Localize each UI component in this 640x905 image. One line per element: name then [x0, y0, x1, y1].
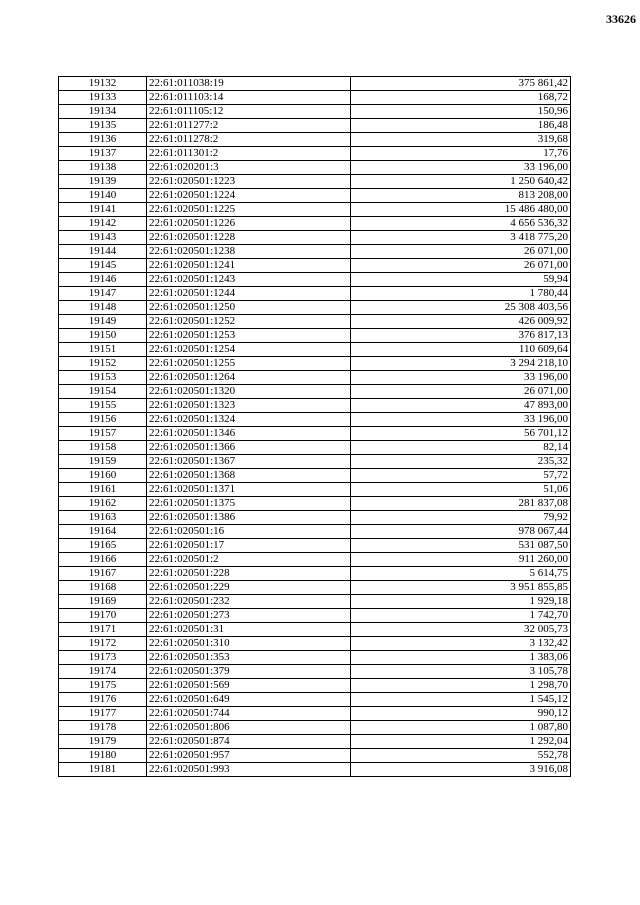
cadastral-value-cell: 110 609,64: [351, 343, 571, 357]
row-number-cell: 19176: [59, 693, 147, 707]
cadastral-number-cell: 22:61:020501:1228: [147, 231, 351, 245]
table-row: [59, 287, 571, 301]
row-number-cell: 19166: [59, 553, 147, 567]
table-row: [59, 315, 571, 329]
row-number-cell: 19160: [59, 469, 147, 483]
cadastral-value-cell: 1 545,12: [351, 693, 571, 707]
cadastral-value-cell: 911 260,00: [351, 553, 571, 567]
cadastral-value-cell: 1 383,06: [351, 651, 571, 665]
cadastral-value-cell: 376 817,13: [351, 329, 571, 343]
row-number-cell: 19171: [59, 623, 147, 637]
cadastral-value-cell: 1 929,18: [351, 595, 571, 609]
cadastral-value-cell: 47 893,00: [351, 399, 571, 413]
table-row: [59, 623, 571, 637]
cadastral-number-cell: 22:61:020501:1223: [147, 175, 351, 189]
table-row: [59, 735, 571, 749]
cadastral-value-cell: 1 250 640,42: [351, 175, 571, 189]
cadastral-value-cell: 33 196,00: [351, 161, 571, 175]
cadastral-number-cell: 22:61:020201:3: [147, 161, 351, 175]
row-number-cell: 19180: [59, 749, 147, 763]
table-row: [59, 259, 571, 273]
row-number-cell: 19174: [59, 665, 147, 679]
table-row: [59, 749, 571, 763]
cadastral-number-cell: 22:61:020501:1254: [147, 343, 351, 357]
row-number-cell: 19169: [59, 595, 147, 609]
table-row: [59, 581, 571, 595]
row-number-cell: 19163: [59, 511, 147, 525]
cadastral-value-cell: 26 071,00: [351, 245, 571, 259]
table-row: [59, 273, 571, 287]
cadastral-number-cell: 22:61:020501:569: [147, 679, 351, 693]
cadastral-number-cell: 22:61:020501:232: [147, 595, 351, 609]
row-number-cell: 19153: [59, 371, 147, 385]
cadastral-value-cell: 4 656 536,32: [351, 217, 571, 231]
cadastral-number-cell: 22:61:020501:993: [147, 763, 351, 777]
cadastral-value-cell: 1 780,44: [351, 287, 571, 301]
cadastral-number-cell: 22:61:011038:19: [147, 77, 351, 91]
table-row: [59, 693, 571, 707]
row-number-cell: 19149: [59, 315, 147, 329]
table-row: [59, 567, 571, 581]
cadastral-number-cell: 22:61:020501:744: [147, 707, 351, 721]
cadastral-number-cell: 22:61:020501:1371: [147, 483, 351, 497]
cadastral-value-cell: 186,48: [351, 119, 571, 133]
cadastral-number-cell: 22:61:020501:1320: [147, 385, 351, 399]
cadastral-number-cell: 22:61:011103:14: [147, 91, 351, 105]
row-number-cell: 19138: [59, 161, 147, 175]
cadastral-number-cell: 22:61:020501:1375: [147, 497, 351, 511]
row-number-cell: 19164: [59, 525, 147, 539]
row-number-cell: 19181: [59, 763, 147, 777]
table-row: [59, 105, 571, 119]
cadastral-number-cell: 22:61:020501:1252: [147, 315, 351, 329]
cadastral-value-cell: 426 009,92: [351, 315, 571, 329]
cadastral-number-cell: 22:61:020501:1238: [147, 245, 351, 259]
row-number-cell: 19145: [59, 259, 147, 273]
cadastral-number-cell: 22:61:020501:1225: [147, 203, 351, 217]
row-number-cell: 19143: [59, 231, 147, 245]
cadastral-number-cell: 22:61:020501:1226: [147, 217, 351, 231]
row-number-cell: 19141: [59, 203, 147, 217]
table-row: [59, 357, 571, 371]
row-number-cell: 19132: [59, 77, 147, 91]
cadastral-value-cell: 3 951 855,85: [351, 581, 571, 595]
table-row: [59, 399, 571, 413]
table-row: [59, 679, 571, 693]
table-row: [59, 147, 571, 161]
table-row: [59, 203, 571, 217]
cadastral-number-cell: 22:61:020501:379: [147, 665, 351, 679]
row-number-cell: 19146: [59, 273, 147, 287]
row-number-cell: 19179: [59, 735, 147, 749]
cadastral-value-cell: 281 837,08: [351, 497, 571, 511]
cadastral-value-cell: 375 861,42: [351, 77, 571, 91]
table-row: [59, 231, 571, 245]
row-number-cell: 19136: [59, 133, 147, 147]
cadastral-number-cell: 22:61:020501:228: [147, 567, 351, 581]
cadastral-number-cell: 22:61:020501:1255: [147, 357, 351, 371]
row-number-cell: 19165: [59, 539, 147, 553]
table-row: [59, 469, 571, 483]
row-number-cell: 19159: [59, 455, 147, 469]
row-number-cell: 19167: [59, 567, 147, 581]
table-row: [59, 763, 571, 777]
row-number-cell: 19140: [59, 189, 147, 203]
cadastral-value-cell: 168,72: [351, 91, 571, 105]
cadastral-number-cell: 22:61:020501:874: [147, 735, 351, 749]
cadastral-value-cell: 1 298,70: [351, 679, 571, 693]
cadastral-number-cell: 22:61:020501:1244: [147, 287, 351, 301]
cadastral-value-cell: 57,72: [351, 469, 571, 483]
table-row: [59, 91, 571, 105]
table-row: [59, 161, 571, 175]
cadastral-value-cell: 56 701,12: [351, 427, 571, 441]
cadastral-number-cell: 22:61:020501:273: [147, 609, 351, 623]
cadastral-number-cell: 22:61:020501:1241: [147, 259, 351, 273]
row-number-cell: 19177: [59, 707, 147, 721]
cadastral-value-cell: 1 292,04: [351, 735, 571, 749]
table-row: [59, 511, 571, 525]
row-number-cell: 19144: [59, 245, 147, 259]
cadastral-value-cell: 813 208,00: [351, 189, 571, 203]
table-row: [59, 483, 571, 497]
row-number-cell: 19151: [59, 343, 147, 357]
table-row: [59, 707, 571, 721]
row-number-cell: 19139: [59, 175, 147, 189]
row-number-cell: 19148: [59, 301, 147, 315]
cadastral-number-cell: 22:61:020501:17: [147, 539, 351, 553]
cadastral-number-cell: 22:61:011277:2: [147, 119, 351, 133]
table-row: [59, 133, 571, 147]
row-number-cell: 19168: [59, 581, 147, 595]
cadastral-value-cell: 3 294 218,10: [351, 357, 571, 371]
cadastral-number-cell: 22:61:020501:353: [147, 651, 351, 665]
row-number-cell: 19155: [59, 399, 147, 413]
table-row: [59, 413, 571, 427]
page-number: 33626: [606, 12, 636, 26]
row-number-cell: 19162: [59, 497, 147, 511]
table-row: [59, 343, 571, 357]
row-number-cell: 19152: [59, 357, 147, 371]
row-number-cell: 19154: [59, 385, 147, 399]
row-number-cell: 19175: [59, 679, 147, 693]
cadastral-number-cell: 22:61:020501:1224: [147, 189, 351, 203]
cadastral-value-cell: 59,94: [351, 273, 571, 287]
table-row: [59, 525, 571, 539]
cadastral-number-cell: 22:61:020501:806: [147, 721, 351, 735]
cadastral-value-cell: 33 196,00: [351, 413, 571, 427]
row-number-cell: 19137: [59, 147, 147, 161]
table-row: [59, 539, 571, 553]
cadastral-value-cell: 25 308 403,56: [351, 301, 571, 315]
row-number-cell: 19161: [59, 483, 147, 497]
cadastral-value-cell: 3 132,42: [351, 637, 571, 651]
cadastral-number-cell: 22:61:020501:1368: [147, 469, 351, 483]
cadastral-number-cell: 22:61:020501:1366: [147, 441, 351, 455]
row-number-cell: 19134: [59, 105, 147, 119]
table-row: [59, 385, 571, 399]
table-row: [59, 77, 571, 91]
cadastral-number-cell: 22:61:020501:1323: [147, 399, 351, 413]
table-row: [59, 329, 571, 343]
table-row: [59, 217, 571, 231]
cadastral-number-cell: 22:61:020501:1264: [147, 371, 351, 385]
cadastral-value-cell: 79,92: [351, 511, 571, 525]
table-row: [59, 609, 571, 623]
table-row: [59, 637, 571, 651]
table-row: [59, 301, 571, 315]
cadastral-number-cell: 22:61:020501:1253: [147, 329, 351, 343]
cadastral-value-cell: 150,96: [351, 105, 571, 119]
table-row: [59, 595, 571, 609]
cadastral-number-cell: 22:61:011301:2: [147, 147, 351, 161]
row-number-cell: 19142: [59, 217, 147, 231]
row-number-cell: 19178: [59, 721, 147, 735]
cadastral-number-cell: 22:61:020501:649: [147, 693, 351, 707]
row-number-cell: 19135: [59, 119, 147, 133]
cadastral-value-cell: 3 105,78: [351, 665, 571, 679]
cadastral-number-cell: 22:61:020501:31: [147, 623, 351, 637]
table-row: [59, 371, 571, 385]
table-row: [59, 497, 571, 511]
cadastral-value-cell: 26 071,00: [351, 385, 571, 399]
row-number-cell: 19173: [59, 651, 147, 665]
cadastral-value-cell: 5 614,75: [351, 567, 571, 581]
cadastral-number-cell: 22:61:020501:1367: [147, 455, 351, 469]
cadastral-value-cell: 235,32: [351, 455, 571, 469]
row-number-cell: 19170: [59, 609, 147, 623]
cadastral-value-cell: 552,78: [351, 749, 571, 763]
cadastral-value-cell: 978 067,44: [351, 525, 571, 539]
table-row: [59, 721, 571, 735]
cadastral-number-cell: 22:61:011105:12: [147, 105, 351, 119]
cadastral-value-cell: 32 005,73: [351, 623, 571, 637]
cadastral-number-cell: 22:61:020501:1324: [147, 413, 351, 427]
cadastral-value-table: [58, 76, 571, 777]
cadastral-number-cell: 22:61:020501:229: [147, 581, 351, 595]
cadastral-value-cell: 531 087,50: [351, 539, 571, 553]
cadastral-value-cell: 51,06: [351, 483, 571, 497]
table-row: [59, 245, 571, 259]
cadastral-number-cell: 22:61:020501:957: [147, 749, 351, 763]
cadastral-value-cell: 319,68: [351, 133, 571, 147]
row-number-cell: 19133: [59, 91, 147, 105]
cadastral-value-cell: 3 418 775,20: [351, 231, 571, 245]
cadastral-number-cell: 22:61:020501:2: [147, 553, 351, 567]
table-row: [59, 665, 571, 679]
row-number-cell: 19157: [59, 427, 147, 441]
row-number-cell: 19158: [59, 441, 147, 455]
table-row: [59, 175, 571, 189]
table-row: [59, 455, 571, 469]
table-body: [59, 77, 571, 777]
cadastral-value-cell: 990,12: [351, 707, 571, 721]
cadastral-value-cell: 1 742,70: [351, 609, 571, 623]
cadastral-number-cell: 22:61:020501:310: [147, 637, 351, 651]
cadastral-value-cell: 82,14: [351, 441, 571, 455]
table-row: [59, 119, 571, 133]
cadastral-number-cell: 22:61:020501:16: [147, 525, 351, 539]
row-number-cell: 19172: [59, 637, 147, 651]
cadastral-number-cell: 22:61:020501:1386: [147, 511, 351, 525]
cadastral-number-cell: 22:61:020501:1250: [147, 301, 351, 315]
table-row: [59, 651, 571, 665]
row-number-cell: 19156: [59, 413, 147, 427]
table-row: [59, 441, 571, 455]
table-row: [59, 553, 571, 567]
row-number-cell: 19147: [59, 287, 147, 301]
cadastral-number-cell: 22:61:020501:1346: [147, 427, 351, 441]
cadastral-value-cell: 15 486 480,00: [351, 203, 571, 217]
cadastral-value-cell: 3 916,08: [351, 763, 571, 777]
cadastral-number-cell: 22:61:011278:2: [147, 133, 351, 147]
table-row: [59, 189, 571, 203]
cadastral-number-cell: 22:61:020501:1243: [147, 273, 351, 287]
cadastral-value-cell: 26 071,00: [351, 259, 571, 273]
cadastral-value-cell: 33 196,00: [351, 371, 571, 385]
table-row: [59, 427, 571, 441]
cadastral-value-cell: 17,76: [351, 147, 571, 161]
cadastral-value-cell: 1 087,80: [351, 721, 571, 735]
row-number-cell: 19150: [59, 329, 147, 343]
